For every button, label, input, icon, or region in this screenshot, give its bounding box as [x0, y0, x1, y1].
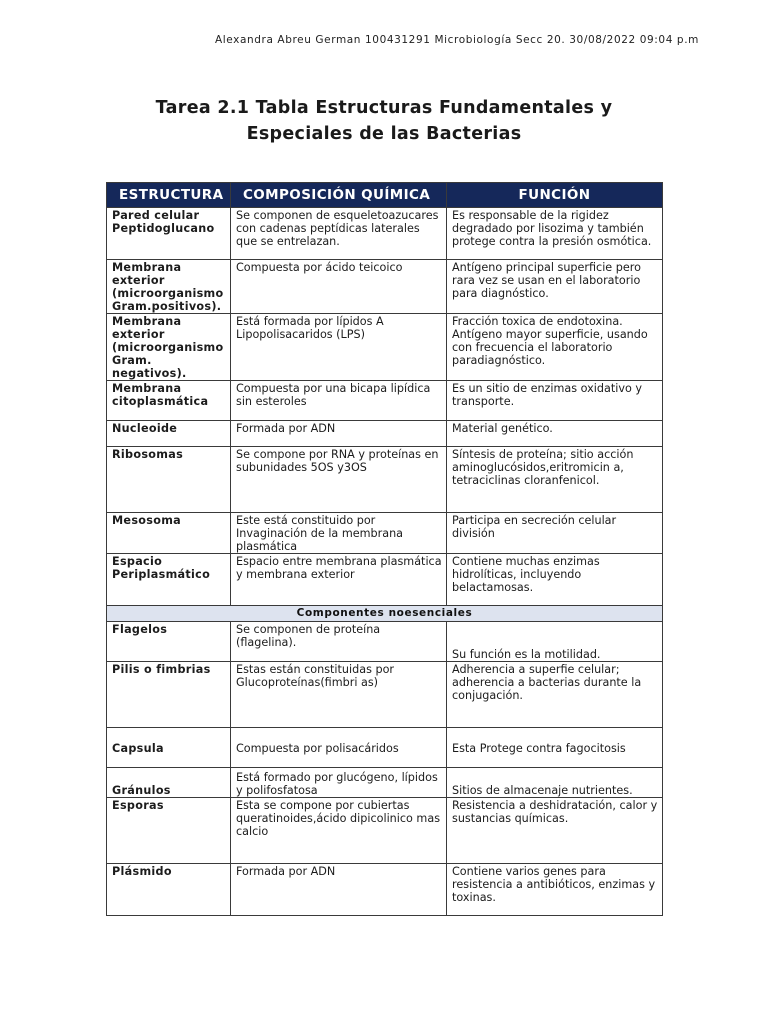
function: Es responsable de la rigidez degradado por lisozima y también protege contra la presión osmótica.: [447, 208, 663, 260]
chemical-composition: Esta se compone por cubiertas queratinoides,ácido dipicolinico mas calcio: [231, 798, 447, 864]
table-row: [107, 260, 663, 314]
chemical-composition: Compuesta por una bicapa lipídica sin esteroles: [231, 381, 447, 421]
header-funcion: FUNCIÓN: [447, 183, 663, 208]
document-header: Alexandra Abreu German 100431291 Microbiología Secc 20. 30/08/2022 09:04 p.m: [215, 34, 699, 46]
chemical-composition: Se compone por RNA y proteínas en subunidades 5OS y3OS: [231, 447, 447, 513]
function: Fracción toxica de endotoxina. Antígeno mayor superficie, usando con frecuencia el laboratorio paradiagnóstico.: [447, 314, 663, 381]
table-row: [107, 728, 663, 768]
function: Adherencia a superfie celular; adherencia a bacterias durante la conjugación.: [447, 662, 663, 728]
title-line-2: Especiales de las Bacterias: [246, 124, 522, 144]
table-row: [107, 447, 663, 513]
document-title: [106, 95, 662, 147]
structure-name: Pared celular Peptidoglucano: [107, 208, 231, 260]
chemical-composition: Formada por ADN: [231, 864, 447, 916]
bacteria-structures-table: [106, 182, 663, 916]
table-row: [107, 513, 663, 554]
table-header-row: [107, 183, 663, 208]
header-estructura: ESTRUCTURA: [107, 183, 231, 208]
chemical-composition: Compuesta por ácido teicoico: [231, 260, 447, 314]
chemical-composition: Estas están constituidas por Glucoproteínas(fimbri as): [231, 662, 447, 728]
function: Antígeno principal superficie pero rara vez se usan en el laboratorio para diagnóstico.: [447, 260, 663, 314]
table-row: [107, 381, 663, 421]
table-row: [107, 554, 663, 606]
chemical-composition: Formada por ADN: [231, 421, 447, 447]
chemical-composition: Está formada por lípidos A Lipopolisacaridos (LPS): [231, 314, 447, 381]
chemical-composition: Está formado por glucógeno, lípidos y polifosfatosa: [231, 768, 447, 798]
table-row: [107, 421, 663, 447]
chemical-composition: Compuesta por polisacáridos: [231, 728, 447, 768]
table-row: [107, 768, 663, 798]
chemical-composition: Espacio entre membrana plasmática y membrana exterior: [231, 554, 447, 606]
chemical-composition: Este está constituido por Invaginación de la membrana plasmática: [231, 513, 447, 554]
structure-name: Espacio Periplasmático: [107, 554, 231, 606]
structure-name: Esporas: [107, 798, 231, 864]
function: Contiene varios genes para resistencia a antibióticos, enzimas y toxinas.: [447, 864, 663, 916]
table-row: [107, 864, 663, 916]
structure-name: Membrana citoplasmática: [107, 381, 231, 421]
chemical-composition: Se componen de esqueletoazucares con cadenas peptídicas laterales que se entrelazan.: [231, 208, 447, 260]
structure-name: Membrana exterior (microorganismo Gram. negativos).: [107, 314, 231, 381]
structure-name: Ribosomas: [107, 447, 231, 513]
function: Sitios de almacenaje nutrientes.: [447, 768, 663, 798]
structure-name: Nucleoide: [107, 421, 231, 447]
function: Es un sitio de enzimas oxidativo y transporte.: [447, 381, 663, 421]
function: Su función es la motilidad.: [447, 622, 663, 662]
table-row: [107, 798, 663, 864]
table-row: [107, 622, 663, 662]
function: Resistencia a deshidratación, calor y sustancias químicas.: [447, 798, 663, 864]
structure-name: Mesosoma: [107, 513, 231, 554]
structure-name: Flagelos: [107, 622, 231, 662]
function: Participa en secreción celular división: [447, 513, 663, 554]
title-line-1: Tarea 2.1 Tabla Estructuras Fundamentales y: [155, 98, 613, 118]
function: Esta Protege contra fagocitosis: [447, 728, 663, 768]
chemical-composition: Se componen de proteína (flagelina).: [231, 622, 447, 662]
structure-name: Gránulos: [107, 768, 231, 798]
function: Material genético.: [447, 421, 663, 447]
table-subheader-row: [107, 606, 663, 622]
subheader-noesenciales: Componentes noesenciales: [107, 606, 663, 622]
function: Síntesis de proteína; sitio acción aminoglucósidos,eritromicin a, tetraciclinas cloranfenicol.: [447, 447, 663, 513]
structure-name: Pilis o fimbrias: [107, 662, 231, 728]
structure-name: Capsula: [107, 728, 231, 768]
function: Contiene muchas enzimas hidrolíticas, incluyendo belactamosas.: [447, 554, 663, 606]
structure-name: Membrana exterior (microorganismo Gram.positivos).: [107, 260, 231, 314]
table-row: [107, 314, 663, 381]
structure-name: Plásmido: [107, 864, 231, 916]
header-composicion: COMPOSICIÓN QUÍMICA: [231, 183, 447, 208]
table-row: [107, 662, 663, 728]
table-row: [107, 208, 663, 260]
